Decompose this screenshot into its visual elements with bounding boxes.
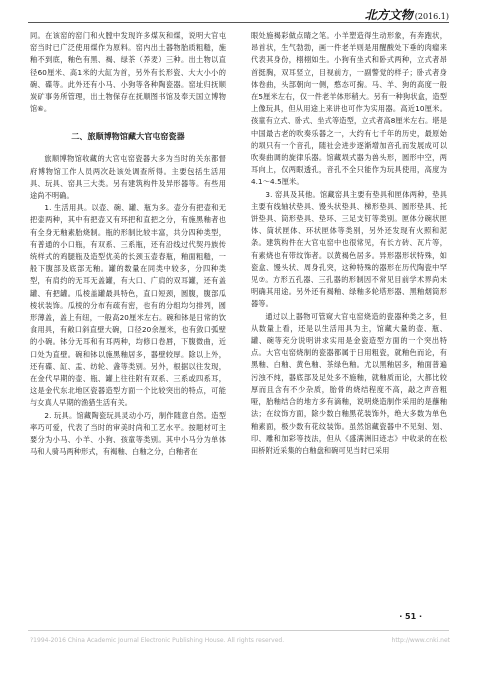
journal-issue: (2016.1) bbox=[414, 12, 449, 21]
footer-rule bbox=[28, 630, 449, 631]
paragraph: 1. 生活用具。以壶、碗、罐、瓶为多。壶分有把壶和无把壶两种，其中有把壶又有环把和直把之分，有施黑釉者也有全身无釉素胎烧制。瓶的形制比较丰富，共分四种类型，有普通的小口瓶，有双系、三系瓶，还有沿线过代契丹族传统样式的鸡腿瓶及造型优美的长颈玉壶春瓶，釉面粗糙，一般下腹部及底部无釉。罐的数量在同类中较多，分四种类型，有肩约的无耳无盖罐，有大口、广肩的双耳罐，还有盖罐、有把罐。瓜棱盖罐最具特色，直口短颈，圆腹，腹部瓜棱状装饰。瓜棱的分布有疏有密，也有的分组均匀排列，圆形薄盖，盖上有纽，一般高20厘米左右。碗和钵是日常的饮食用具，有敞口斜直壁大碗，口径20余厘米，也有敛口弧壁的小碗。钵分无耳和有耳两种，均修口卷唇，下腹微曲，近口处为直壁。碗和钵以施黑釉居多，器壁较厚。除以上外，还有碟、缸、盂、纺轮、盏等类别。另外，根据以往发现，在金代早期的壶、瓶、罐上往往附有双系、三系或四系耳，这是金代东北地区瓷器造型方面一个比较突出的特点，可能与女真人早期的渔猎生活有关。 bbox=[30, 203, 226, 408]
paragraph: 旅顺博物馆收藏的大官屯窑瓷器大多为当时的关东都督府博物馆工作人员两次赴该处调查所得。主要包括生活用具、玩具、窑具三大类。另有建筑构件及异形器等。有些用途尚不明确。 bbox=[30, 154, 226, 201]
footer-url[interactable]: http://www.cnki.net bbox=[391, 637, 450, 644]
paragraph: 3. 窑具及其他。馆藏窑具主要有垫具和匣体两种，垫具主要有线轴状垫具、馒头状垫具、梯形垫具、圆形垫具、托饼垫具、筒形垫具、垫环、三足支钉等类别。匣体分碗状匣体、筒状匣体、环状匣体等类别，另外还发现有火照和泥条。建筑构件在大官屯窑中也很常见，有长方砖、瓦片等，有素烧也有带纹饰者。以黄褐色居多。异形器形状特殊，如瓷盒、馒头状、周身孔突，这种特殊的器形在历代陶瓷中罕见⑦。方形五孔器、三孔器的形制因不常见目前学术界尚未明确其用途。另外还有褐釉、绿釉多轮塔形器、黑釉烟筒形器等。 bbox=[251, 189, 447, 309]
page-number: · 51 · bbox=[399, 612, 422, 621]
section-heading: 二、旅顺博物馆藏大官屯窑瓷器 bbox=[71, 132, 185, 142]
footer bbox=[30, 637, 450, 644]
paragraph: 2. 玩具。馆藏陶瓷玩具灵动小巧，制作随意自然。造型率巧可爱，代表了当时的审美时尚和工艺水平。按题材可主要分为小马、小羊、小狗、孩童等类别。其中小马分为单体马和人骑马两种形式，有褐釉、白釉之分，白釉者在 bbox=[30, 410, 226, 457]
paragraph: 通过以上器物可管窥大官屯窑烧造的瓷器种类之多，但从数量上看，还是以生活用具为主，馆藏大量的壶、瓶、罐、碗等充分说明讲求实用是金瓷造型方面的一个突出特点。大官屯窑烧制的瓷器都属于日用粗瓷，就釉色而论，有黑釉、白釉、黄色釉、茶绿色釉。尤以黑釉居多，釉面普遍污浊不纯，器底部及足处多不施釉，就釉质而论，大都比较厚而且含有不少杂质，胎骨的烧结程度不高，敲之声音粗哑，胎釉结合的地方多有滴釉，说明烧造制作采用的是蘸釉法；在纹饰方面，除少数白釉黑花装饰外，绝大多数为单色釉素面，极少数有花纹装饰。虽然馆藏瓷器中不见刻、划、印、雕和加彩等技法，但从《盛满洲旧迹志》中收录的在松田桥附近采集的白釉盘和碗可见当时已采用 bbox=[251, 311, 447, 455]
right-column bbox=[251, 30, 447, 457]
footer-copyright: ?1994-2016 China Academic Journal Electronic Publishing House. All rights reserved. bbox=[30, 637, 285, 644]
journal-header bbox=[365, 6, 449, 23]
paragraph: 同。在该窑的窑门和火膛中发现许多煤灰和煤，说明大官屯窑当时已广泛使用煤作为原料。窑内出土器物胎质粗糙，施釉不到底，釉色有黑、褐、绿茶（养麦）三种。出土物以直径60厘米、高1米的大缸为首，另外有长形瓷、大大小小的碗、碟等。此外还有小马、小狗等各种陶瓷器。窑址归抚顺炭矿事务所管理，出土物保存在抚顺图书馆及奉天国立博物馆⑥。 bbox=[30, 31, 226, 114]
journal-title: 北方文物 bbox=[364, 8, 413, 22]
left-column bbox=[30, 30, 226, 459]
header-rule bbox=[28, 22, 449, 23]
paragraph: 眼处施褐彩做点睛之笔。小羊塑造得生动形象，有奔跑状，昂首状，生气勃勃，画一件老羊则是用醒酸处下垂的肉瘤来代表其身份，栩栩如生。小狗有坐式和卧式两种，立式者昂首挺胸，双耳竖立，目视前方，一副警觉的样子；卧式者身体卷曲，头部朝向一侧，憨态可掬。马、羊、狗的高度一般在5厘米左右，仅一件老羊体形稍大。另有一种狗状盒，造型上像玩具，但从用途上来讲也可作为实用器。高近10厘米。孩童有立式、卧式、坐式等造型，立式者高8厘米左右。堪是中国最古老的吹奏乐器之一，大约有七千年的历史，最原始的埙只有一个音孔，随社会进步逐渐增加音孔而发展成可以吹奏曲调的旋律乐器。馆藏埙式器为兽头形，圆形中空，两耳向上，仅两眼透孔，音孔不全只能作为玩具使用，高度为4.1～4.5厘米。 bbox=[251, 31, 447, 187]
